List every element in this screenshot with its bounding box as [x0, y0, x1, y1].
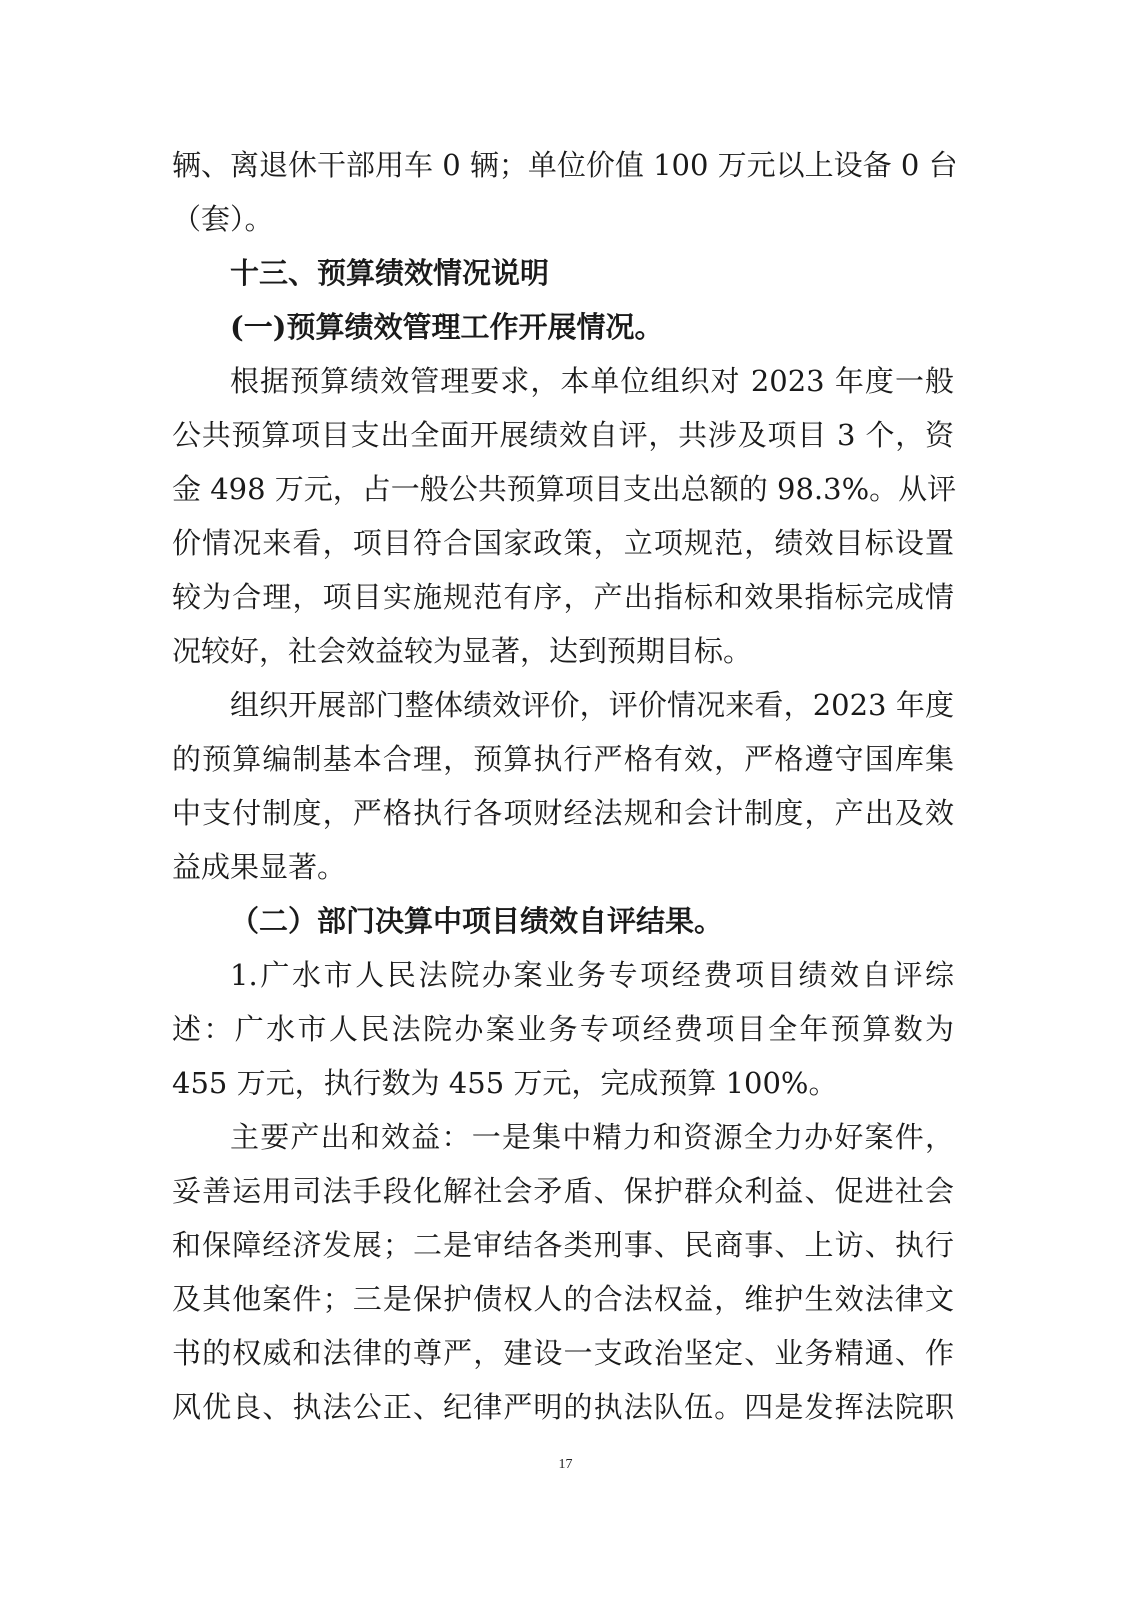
- continuation-line-1: 辆、离退休干部用车 0 辆；单位价值 100 万元以上设备 0 台: [172, 148, 958, 182]
- paragraph-3-line: 述：广水市人民法院办案业务专项经费项目全年预算数为: [172, 1012, 954, 1046]
- page-number: 17: [558, 1457, 573, 1472]
- paragraph-4-line: 和保障经济发展；二是审结各类刑事、民商事、上访、执行: [172, 1228, 954, 1262]
- paragraph-1-line: 较为合理，项目实施规范有序，产出指标和效果指标完成情: [172, 580, 954, 614]
- paragraph-1-line: 公共预算项目支出全面开展绩效自评，共涉及项目 3 个，资: [172, 418, 954, 452]
- paragraph-1-line: 根据预算绩效管理要求，本单位组织对 2023 年度一般: [230, 364, 954, 398]
- subsection-heading-1: (一)预算绩效管理工作开展情况。: [230, 310, 664, 344]
- paragraph-1-line: 金 498 万元，占一般公共预算项目支出总额的 98.3%。从评: [172, 472, 957, 506]
- paragraph-4-line: 主要产出和效益：一是集中精力和资源全力办好案件，: [230, 1120, 954, 1154]
- paragraph-4-line: 及其他案件；三是保护债权人的合法权益，维护生效法律文: [172, 1282, 954, 1316]
- subsection-heading-2: （二）部门决算中项目绩效自评结果。: [230, 904, 724, 938]
- continuation-line-2: （套）。: [172, 202, 274, 236]
- section-heading: 十三、预算绩效情况说明: [230, 256, 550, 290]
- paragraph-4-line: 书的权威和法律的尊严，建设一支政治坚定、业务精通、作: [172, 1336, 954, 1370]
- document-body: [172, 138, 958, 1434]
- paragraph-3-line: 1.广水市人民法院办案业务专项经费项目绩效自评综: [230, 958, 954, 992]
- paragraph-4-line: 妥善运用司法手段化解社会矛盾、保护群众利益、促进社会: [172, 1174, 954, 1208]
- paragraph-2-line: 的预算编制基本合理，预算执行严格有效，严格遵守国库集: [172, 742, 954, 776]
- paragraph-2-line: 组织开展部门整体绩效评价，评价情况来看，2023 年度: [230, 688, 954, 722]
- paragraph-4-line: 风优良、执法公正、纪律严明的执法队伍。四是发挥法院职: [172, 1390, 954, 1424]
- paragraph-1-line: 价情况来看，项目符合国家政策，立项规范，绩效目标设置: [172, 526, 954, 560]
- paragraph-2-line: 益成果显著。: [172, 850, 347, 884]
- paragraph-3-line: 455 万元，执行数为 455 万元，完成预算 100%。: [172, 1066, 838, 1100]
- paragraph-1-line: 况较好，社会效益较为显著，达到预期目标。: [172, 634, 753, 668]
- paragraph-2-line: 中支付制度，严格执行各项财经法规和会计制度，产出及效: [172, 796, 954, 830]
